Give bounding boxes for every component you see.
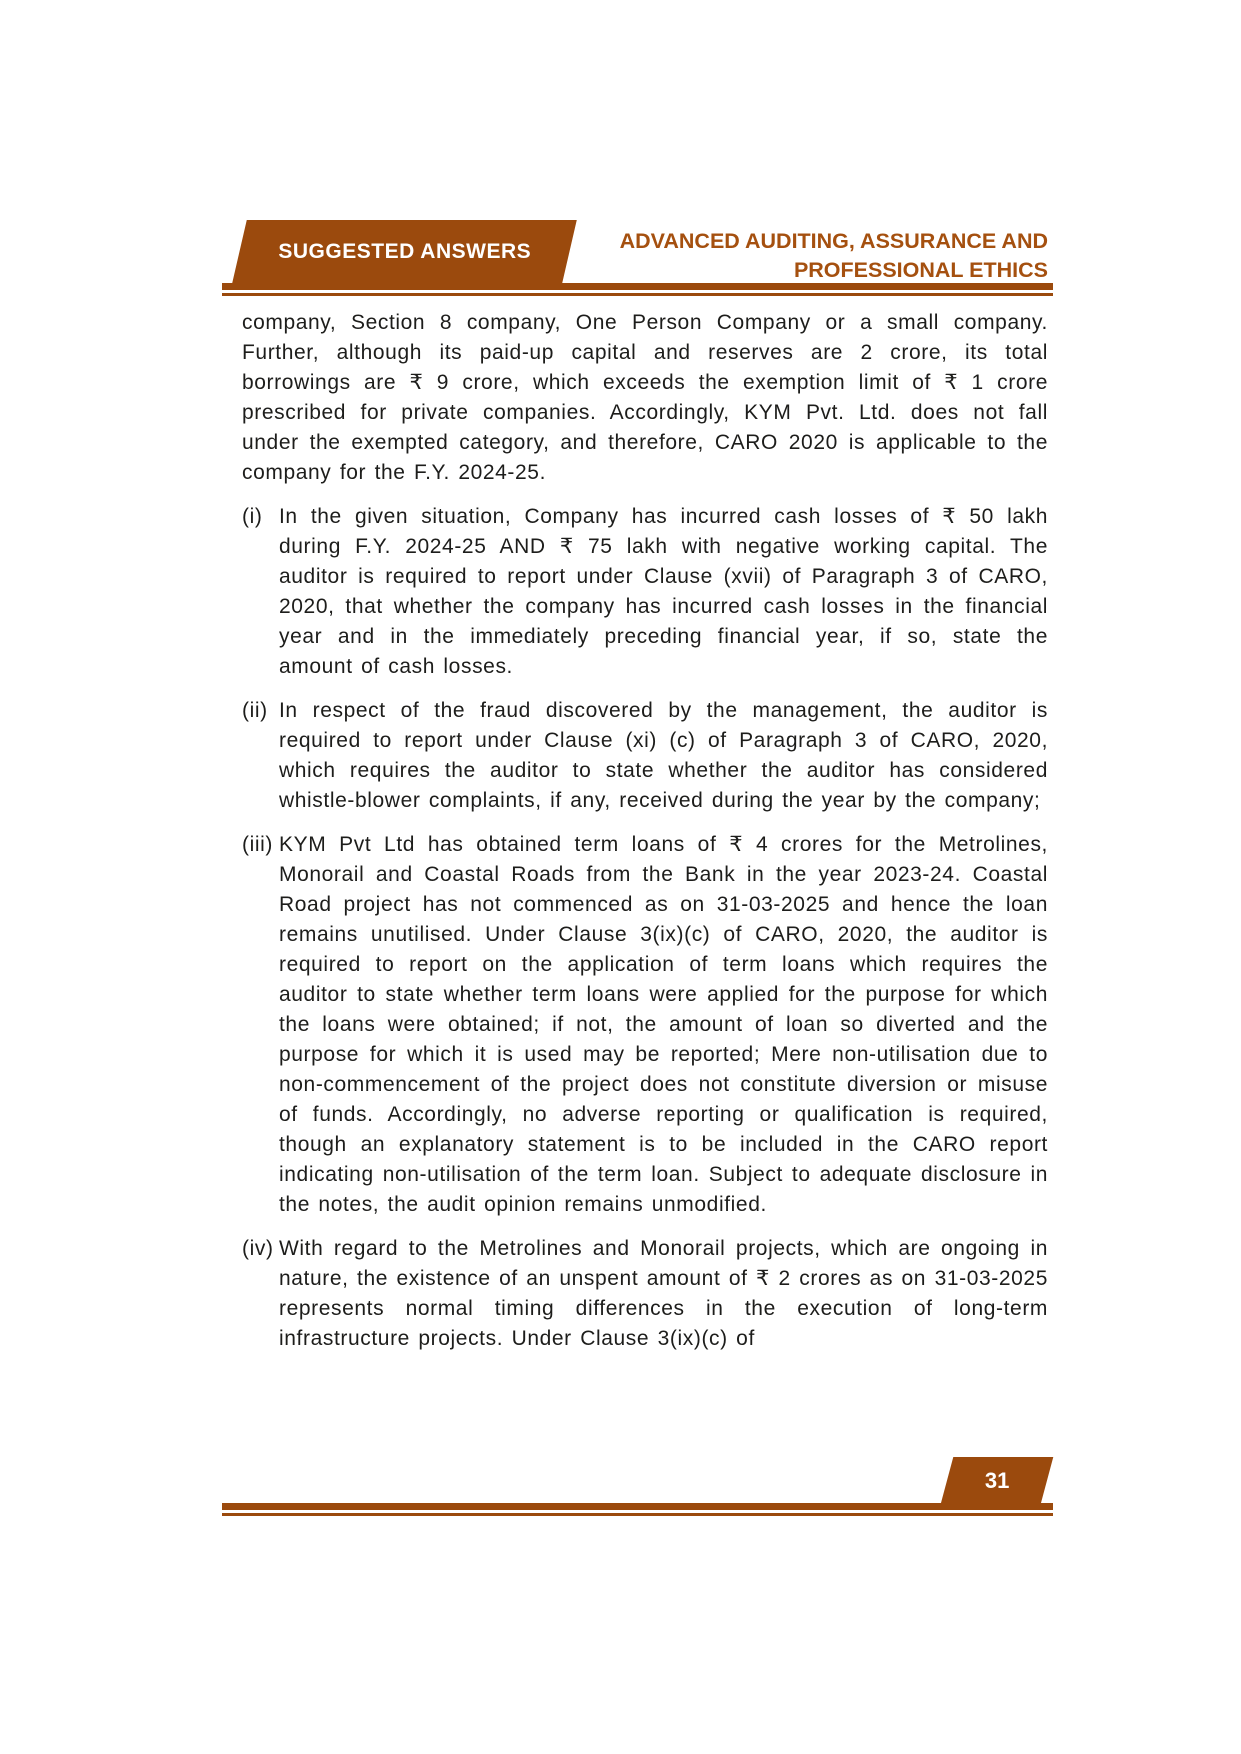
footer-rule-thin [222,1513,1053,1516]
list-item-iii [242,830,1048,1220]
header-rule-thin [222,293,1053,296]
page-number-badge [941,1457,1054,1504]
list-item-label: (ii) [242,699,268,722]
header-title-line1: ADVANCED AUDITING, ASSURANCE AND [619,229,1048,253]
list-item-text: In the given situation, Company has incurred cash losses of ₹ 50 lakh during F.Y. 2024-25 AND ₹ 75 lakh with negative working capital. The auditor is required to report under Clause (xvii) of Paragraph 3 of CARO, 2020, that whether the company has incurred cash losses in the financial year and in the immediately preceding financial year, if so, state the amount of cash losses. [279,505,1048,678]
list-item-label: (i) [242,505,263,528]
banner-label: SUGGESTED ANSWERS [278,240,531,263]
header-title-line2: PROFESSIONAL ETHICS [793,258,1048,282]
list-item-text: In respect of the fraud discovered by the management, the auditor is required to report under Clause (xi) (c) of Paragraph 3 of CARO, 2020, which requires the auditor to state whether the auditor has considered whistle-blower complaints, if any, received during the year by the company; [279,699,1048,812]
page-number: 31 [984,1467,1010,1493]
suggested-answers-banner [232,220,577,284]
list-item-text: KYM Pvt Ltd has obtained term loans of ₹ 4 crores for the Metrolines, Monorail and Coastal Roads from the Bank in the year 2023-24. Coastal Road project has not commenced as on 31-03-2025 and hence the loan remains unutilised. Under Clause 3(ix)(c) of CARO, 2020, the auditor is required to report on the application of term loans which requires the auditor to state whether term loans were applied for the purpose for which the loans were obtained; if not, the amount of loan so diverted and the purpose for which it is used may be reported; Mere non-utilisation due to non-commencement of the project does not constitute diversion or misuse of funds. Accordingly, no adverse reporting or qualification is required, though an explanatory statement is to be included in the CARO report indicating non-utilisation of the term loan. Subject to adequate disclosure in the notes, the audit opinion remains unmodified. [279,833,1048,1216]
list-item-iv [242,1234,1048,1354]
intro-paragraph: company, Section 8 company, One Person Company or a small company. Further, although its paid-up capital and reserves are 2 crore, its total borrowings are ₹ 9 crore, which exceeds the exemption limit of ₹ 1 crore prescribed for private companies. Accordingly, KYM Pvt. Ltd. does not fall under the exempted category, and therefore, CARO 2020 is applicable to the company for the F.Y. 2024-25. [242,311,1048,484]
footer-rule-thick [222,1503,1053,1510]
header-rule-thick [222,283,1053,290]
list-item-label: (iii) [242,833,273,856]
page-content [242,308,1048,1354]
list-item-i [242,502,1048,682]
header-title [620,227,1048,285]
list-item-label: (iv) [242,1237,274,1260]
list-item-text: With regard to the Metrolines and Monorail projects, which are ongoing in nature, the existence of an unspent amount of ₹ 2 crores as on 31-03-2025 represents normal timing differences in the execution of long-term infrastructure projects. Under Clause 3(ix)(c) of [279,1237,1048,1350]
list-item-ii [242,696,1048,816]
